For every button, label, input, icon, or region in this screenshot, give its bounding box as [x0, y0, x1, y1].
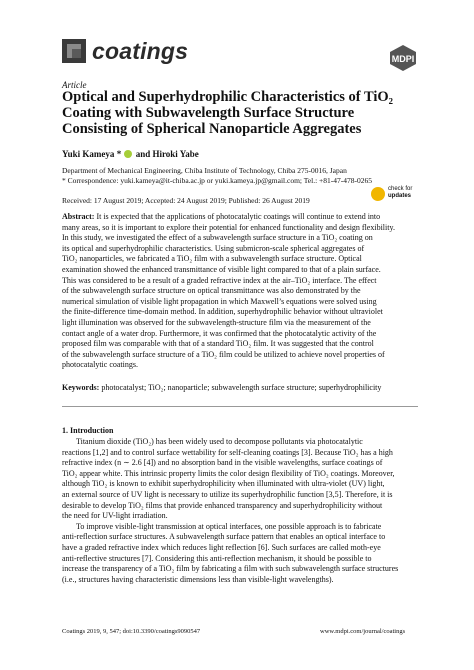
keywords	[62, 383, 381, 392]
author-conjunction: and	[135, 149, 151, 159]
abstract-line: photocatalytic coatings.	[62, 360, 138, 370]
abstract-line: examination showed the enhanced transmittance of visible light compared to that of a plain surface.	[62, 264, 381, 274]
badge-line: updates	[388, 192, 412, 199]
title-line: Coating with Subwavelength Surface Structure	[62, 105, 355, 121]
body-line: an external source of UV light is necessary to utilize its superhydrophilic function [3,5]. Therefore, it is	[62, 489, 393, 499]
check-for-updates-icon[interactable]	[371, 187, 385, 201]
body-line: reactions [1,2] and to control surface wettability for self-cleaning coatings [3]. Because TiO₂ has a high	[62, 447, 393, 457]
article-type: Article	[62, 80, 87, 90]
publisher-name: MDPI	[391, 54, 415, 64]
keywords-label: Keywords:	[62, 383, 100, 392]
abstract-line: of the subwavelength surface structure on optical transmittance was also demonstrated by the	[62, 286, 361, 296]
body-line: TiO₂ appear white. This intrinsic property limits the color design flexibility of TiO₂ coatings. Moreover,	[62, 468, 395, 478]
author-list	[62, 149, 199, 159]
abstract-line: many areas, so it is important to explore their potential for enhanced functionality and design flexibility.	[62, 222, 395, 232]
body-line: although TiO₂ is known to exhibit superhydrophilicity when illuminated with ultra-violet (UV) light,	[62, 479, 385, 489]
corresponding-mark: *	[116, 149, 122, 159]
abstract-line: contact angle of a water drop. Furthermore, it was confirmed that the photocatalytic activity of the	[62, 328, 377, 338]
journal-logo-icon	[62, 39, 86, 63]
correspondence: * Correspondence: yuki.kameya@it-chiba.ac.jp or yuki.kameya.jp@gmail.com; Tel.: +81-47-478-0265	[62, 176, 373, 185]
body-line: refractive index (n ∼ 2.6 [4]) and no absorption band in the visible wavelengths, surface coatings of	[62, 458, 383, 468]
title-line: Consisting of Spherical Nanoparticle Aggregates	[62, 121, 362, 137]
abstract-line: proposed film was comparable with that of a standard TiO₂ film. It was suggested that the control	[62, 339, 374, 349]
abstract-label: Abstract:	[62, 212, 95, 221]
body-text	[62, 437, 418, 585]
paper-title	[62, 89, 442, 137]
abstract-line: its optical and superhydrophilic characteristics. Using submicron-scale spherical aggregates of	[62, 243, 365, 253]
body-line: Titanium dioxide (TiO₂) has been widely used to decompose pollutants via photocatalytic	[76, 437, 363, 446]
check-for-updates-label[interactable]	[388, 186, 412, 199]
body-line: the need for UV-light irradiation.	[62, 511, 168, 521]
abstract-line: This was considered to be a result of a graded refractive index at the air–TiO₂ interface. The effect	[62, 275, 377, 285]
divider	[62, 406, 418, 407]
journal-name: coatings	[92, 38, 189, 64]
body-line: (i.e., structures having characteristic dimensions less than visible-light wavelengths).	[62, 574, 334, 584]
body-line: anti-reflection surface structures. A subwavelength surface pattern that enables an optical interface to	[62, 532, 386, 542]
body-line: anti-reflective structures [7]. Considering this anti-reflection mechanism, it should be possible to	[62, 553, 372, 563]
section-heading: 1. Introduction	[62, 426, 114, 435]
body-line: desirable to develop TiO₂ films that provide enhanced transparency and superhydrophilicity without	[62, 500, 383, 510]
abstract-line: TiO₂ nanoparticles, we fabricated a TiO₂ film with a subwavelength surface structure. Optical	[62, 254, 362, 264]
publication-dates: Received: 17 August 2019; Accepted: 24 August 2019; Published: 26 August 2019	[62, 196, 310, 205]
orcid-icon[interactable]	[124, 150, 132, 158]
abstract-line: of the subwavelength surface structure of a TiO₂ film could be utilized to achieve novel properties of	[62, 349, 385, 359]
abstract-line: In this study, we investigated the effect of a subwavelength surface structure in a TiO₂ coating on	[62, 233, 373, 243]
abstract-line: light illumination was observed for the subwavelength-structure film via the measurement of the	[62, 317, 371, 327]
keywords-text: photocatalyst; TiO₂; nanoparticle; subwavelength surface structure; superhydrophilicity	[101, 383, 382, 392]
badge-line: check for	[388, 186, 413, 192]
body-line: increase the transparency of a TiO₂ film by fabricating a film with such subwavelength surface structures	[62, 564, 399, 574]
body-line: have a graded refractive index which reduces light reflection [6]. Such surfaces are called moth-eye	[62, 542, 381, 552]
title-line: Optical and Superhydrophilic Characteristics of TiO₂	[62, 89, 394, 105]
abstract-text: It is expected that the applications of photocatalytic coatings will continue to extend into	[96, 212, 381, 221]
affiliation: Department of Mechanical Engineering, Chiba Institute of Technology, Chiba 275-0016, Japan	[62, 166, 347, 175]
author-link[interactable]: Yuki Kameya	[62, 149, 115, 159]
abstract	[62, 212, 418, 371]
footer-citation: Coatings 2019, 9, 547; doi:10.3390/coatings9090547	[62, 628, 201, 635]
footer-url[interactable]: www.mdpi.com/journal/coatings	[320, 628, 406, 635]
abstract-line: numerical simulation of visible light propagation in which Maxwell’s equations were solved using	[62, 296, 377, 306]
body-line: To improve visible-light transmission at optical interfaces, one possible approach is to fabricate	[76, 521, 382, 531]
abstract-line: the finite-difference time-domain method. In addition, superhydrophilic behavior without ultraviolet	[62, 307, 383, 317]
author-link[interactable]: Hiroki Yabe	[152, 149, 199, 159]
abstract-line	[62, 212, 418, 223]
